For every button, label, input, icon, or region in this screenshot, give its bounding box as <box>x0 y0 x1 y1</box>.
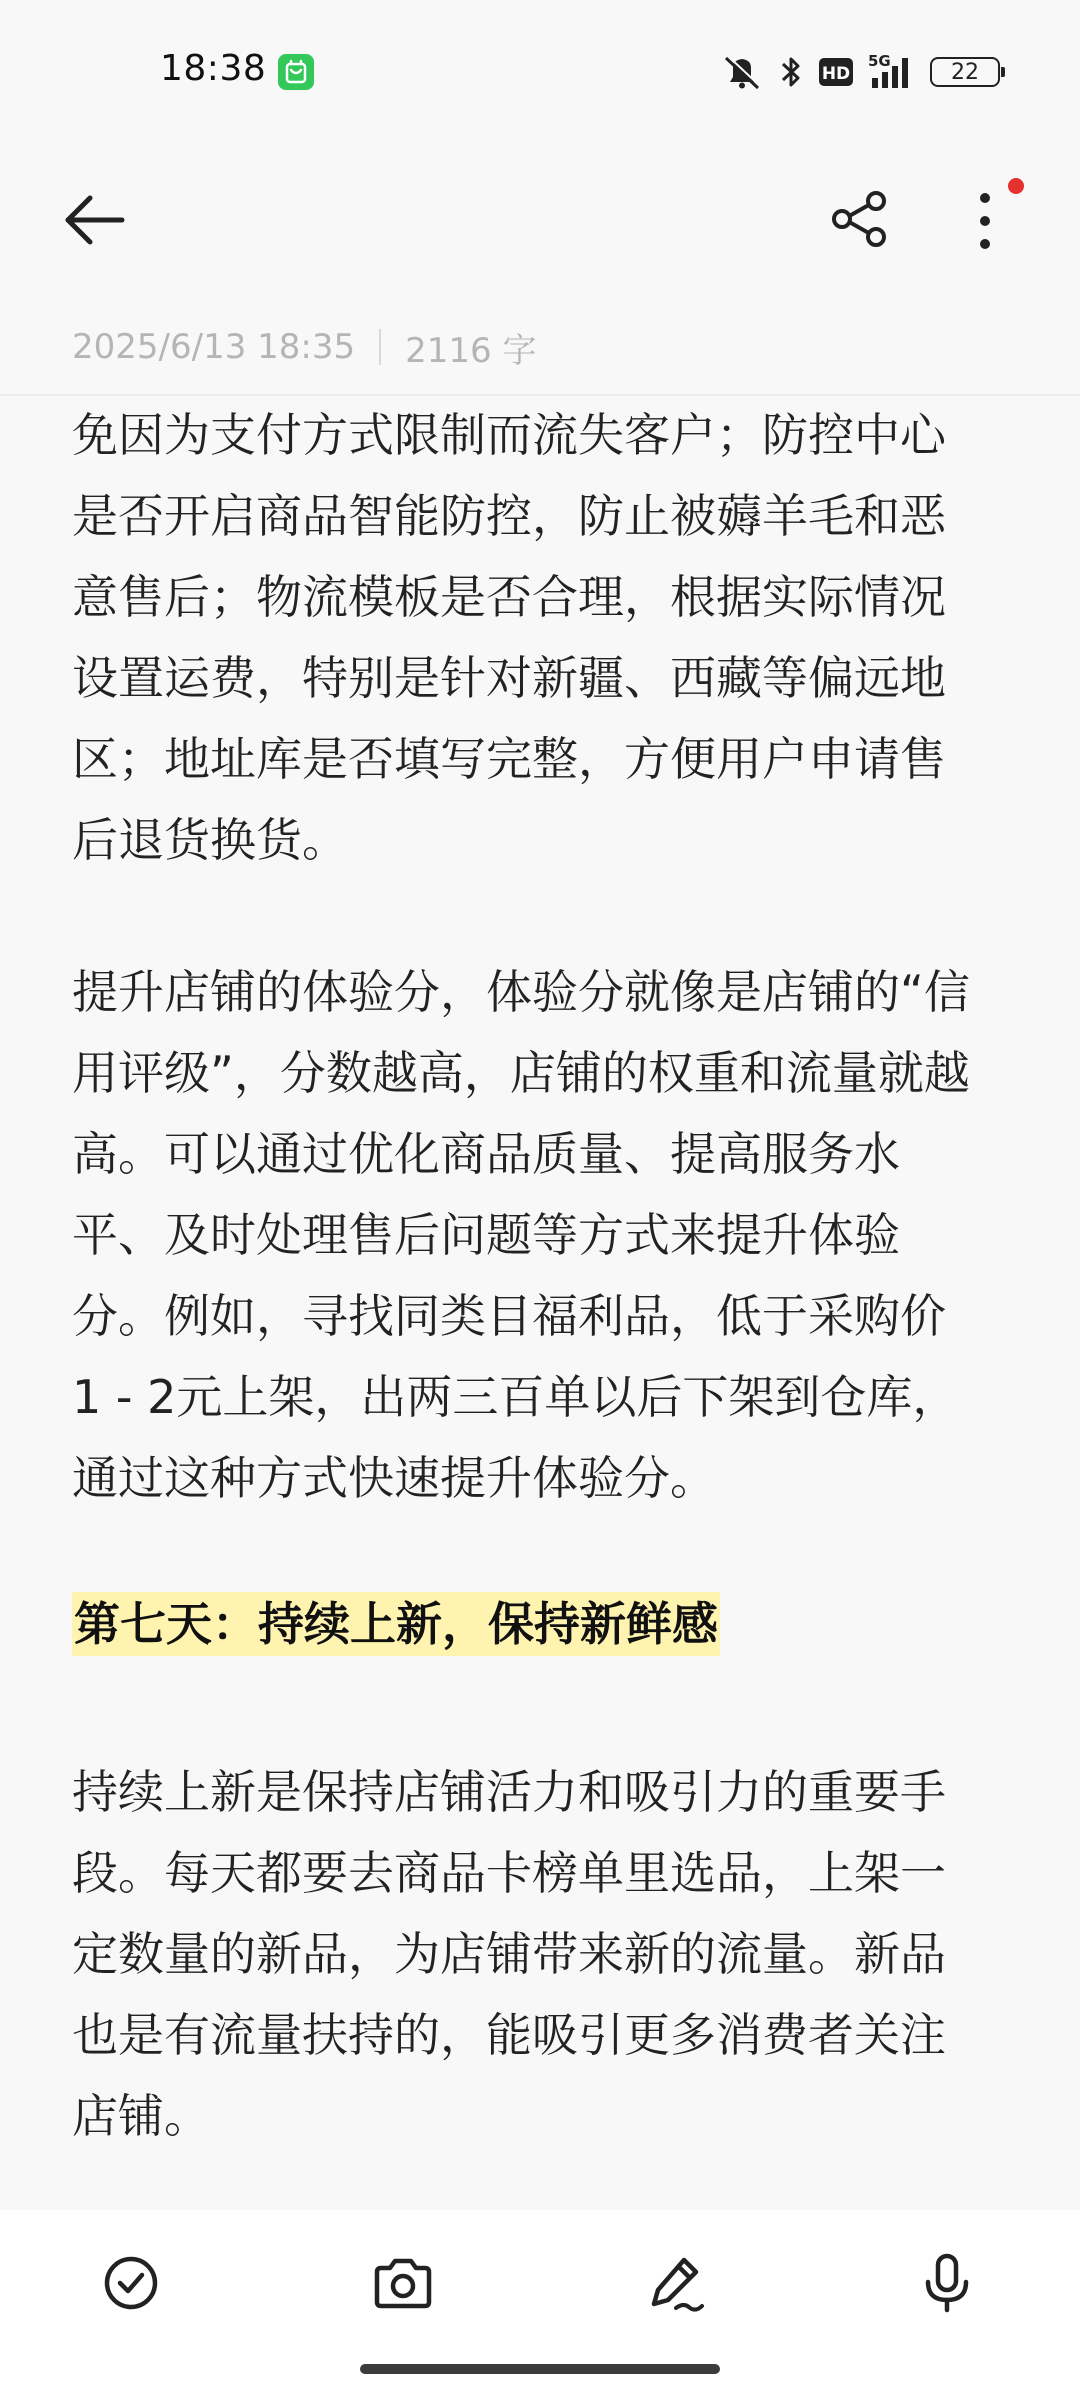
note-paragraph[interactable]: 免因为支付方式限制而流失客户；防控中心 是否开启商品智能防控，防止被薅羊毛和恶 意售后；物流模板是否合理，根据实际情况 设置运费，特别是针对新疆、西藏等偏远地 区；地址库是否填写完整，方便用户申请售 后退货换货。 <box>72 408 946 867</box>
battery-icon <box>930 57 1000 87</box>
bluetooth-icon <box>778 52 804 92</box>
hd-label: HD <box>821 64 851 84</box>
handwriting-button[interactable] <box>640 2248 710 2318</box>
note-date: 2025/6/13 18:35 <box>72 327 356 367</box>
share-icon <box>826 186 892 252</box>
back-arrow-icon <box>60 190 130 250</box>
checklist-icon <box>96 2248 166 2318</box>
share-button[interactable] <box>826 186 892 252</box>
home-indicator[interactable] <box>360 2364 720 2374</box>
note-meta <box>72 322 536 372</box>
back-button[interactable] <box>60 190 130 250</box>
note-content[interactable] <box>72 396 1012 2206</box>
mute-bell-icon <box>720 52 764 92</box>
note-heading-highlighted[interactable]: 第七天：持续上新，保持新鲜感 <box>72 1592 720 1656</box>
checklist-button[interactable] <box>96 2248 166 2318</box>
voice-input-button[interactable] <box>912 2248 982 2318</box>
app-bar <box>0 170 1080 270</box>
camera-icon <box>368 2248 438 2318</box>
more-vertical-icon <box>960 186 1010 256</box>
note-paragraph[interactable]: 持续上新是保持店铺活力和吸引力的重要手 段。每天都要去商品卡榜单里选品，上架一 定数量的新品，为店铺带来新的流量。新品 也是有流量扶持的，能吸引更多消费者关注 店铺。 <box>72 1765 946 2143</box>
note-paragraph[interactable]: 提升店铺的体验分，体验分就像是店铺的“信 用评级”，分数越高，店铺的权重和流量就越 高。可以通过优化商品质量、提高服务水 平、及时处理售后问题等方式来提升体验 分。例如，寻找同类目福利品，低于采购价 1 - 2元上架，出两三百单以后下架到仓库， 通过这种方式快速提升体验分。 <box>72 965 970 1505</box>
hd-icon <box>818 56 854 88</box>
more-options-button[interactable] <box>960 186 1010 256</box>
status-icons <box>720 50 1000 94</box>
signal-icon <box>868 52 916 92</box>
pen-icon <box>640 2248 710 2318</box>
battery-level: 22 <box>951 59 979 85</box>
microphone-icon <box>912 2248 982 2318</box>
status-time: 18:38 <box>160 48 267 89</box>
camera-button[interactable] <box>368 2248 438 2318</box>
status-bar <box>0 0 1080 140</box>
meta-divider <box>379 329 381 365</box>
app-notification-icon <box>278 54 314 90</box>
note-heading-block <box>72 1592 720 1656</box>
notification-dot <box>1008 178 1024 194</box>
note-word-count: 2116 字 <box>405 330 537 371</box>
network-type-label: 5G <box>868 52 891 70</box>
